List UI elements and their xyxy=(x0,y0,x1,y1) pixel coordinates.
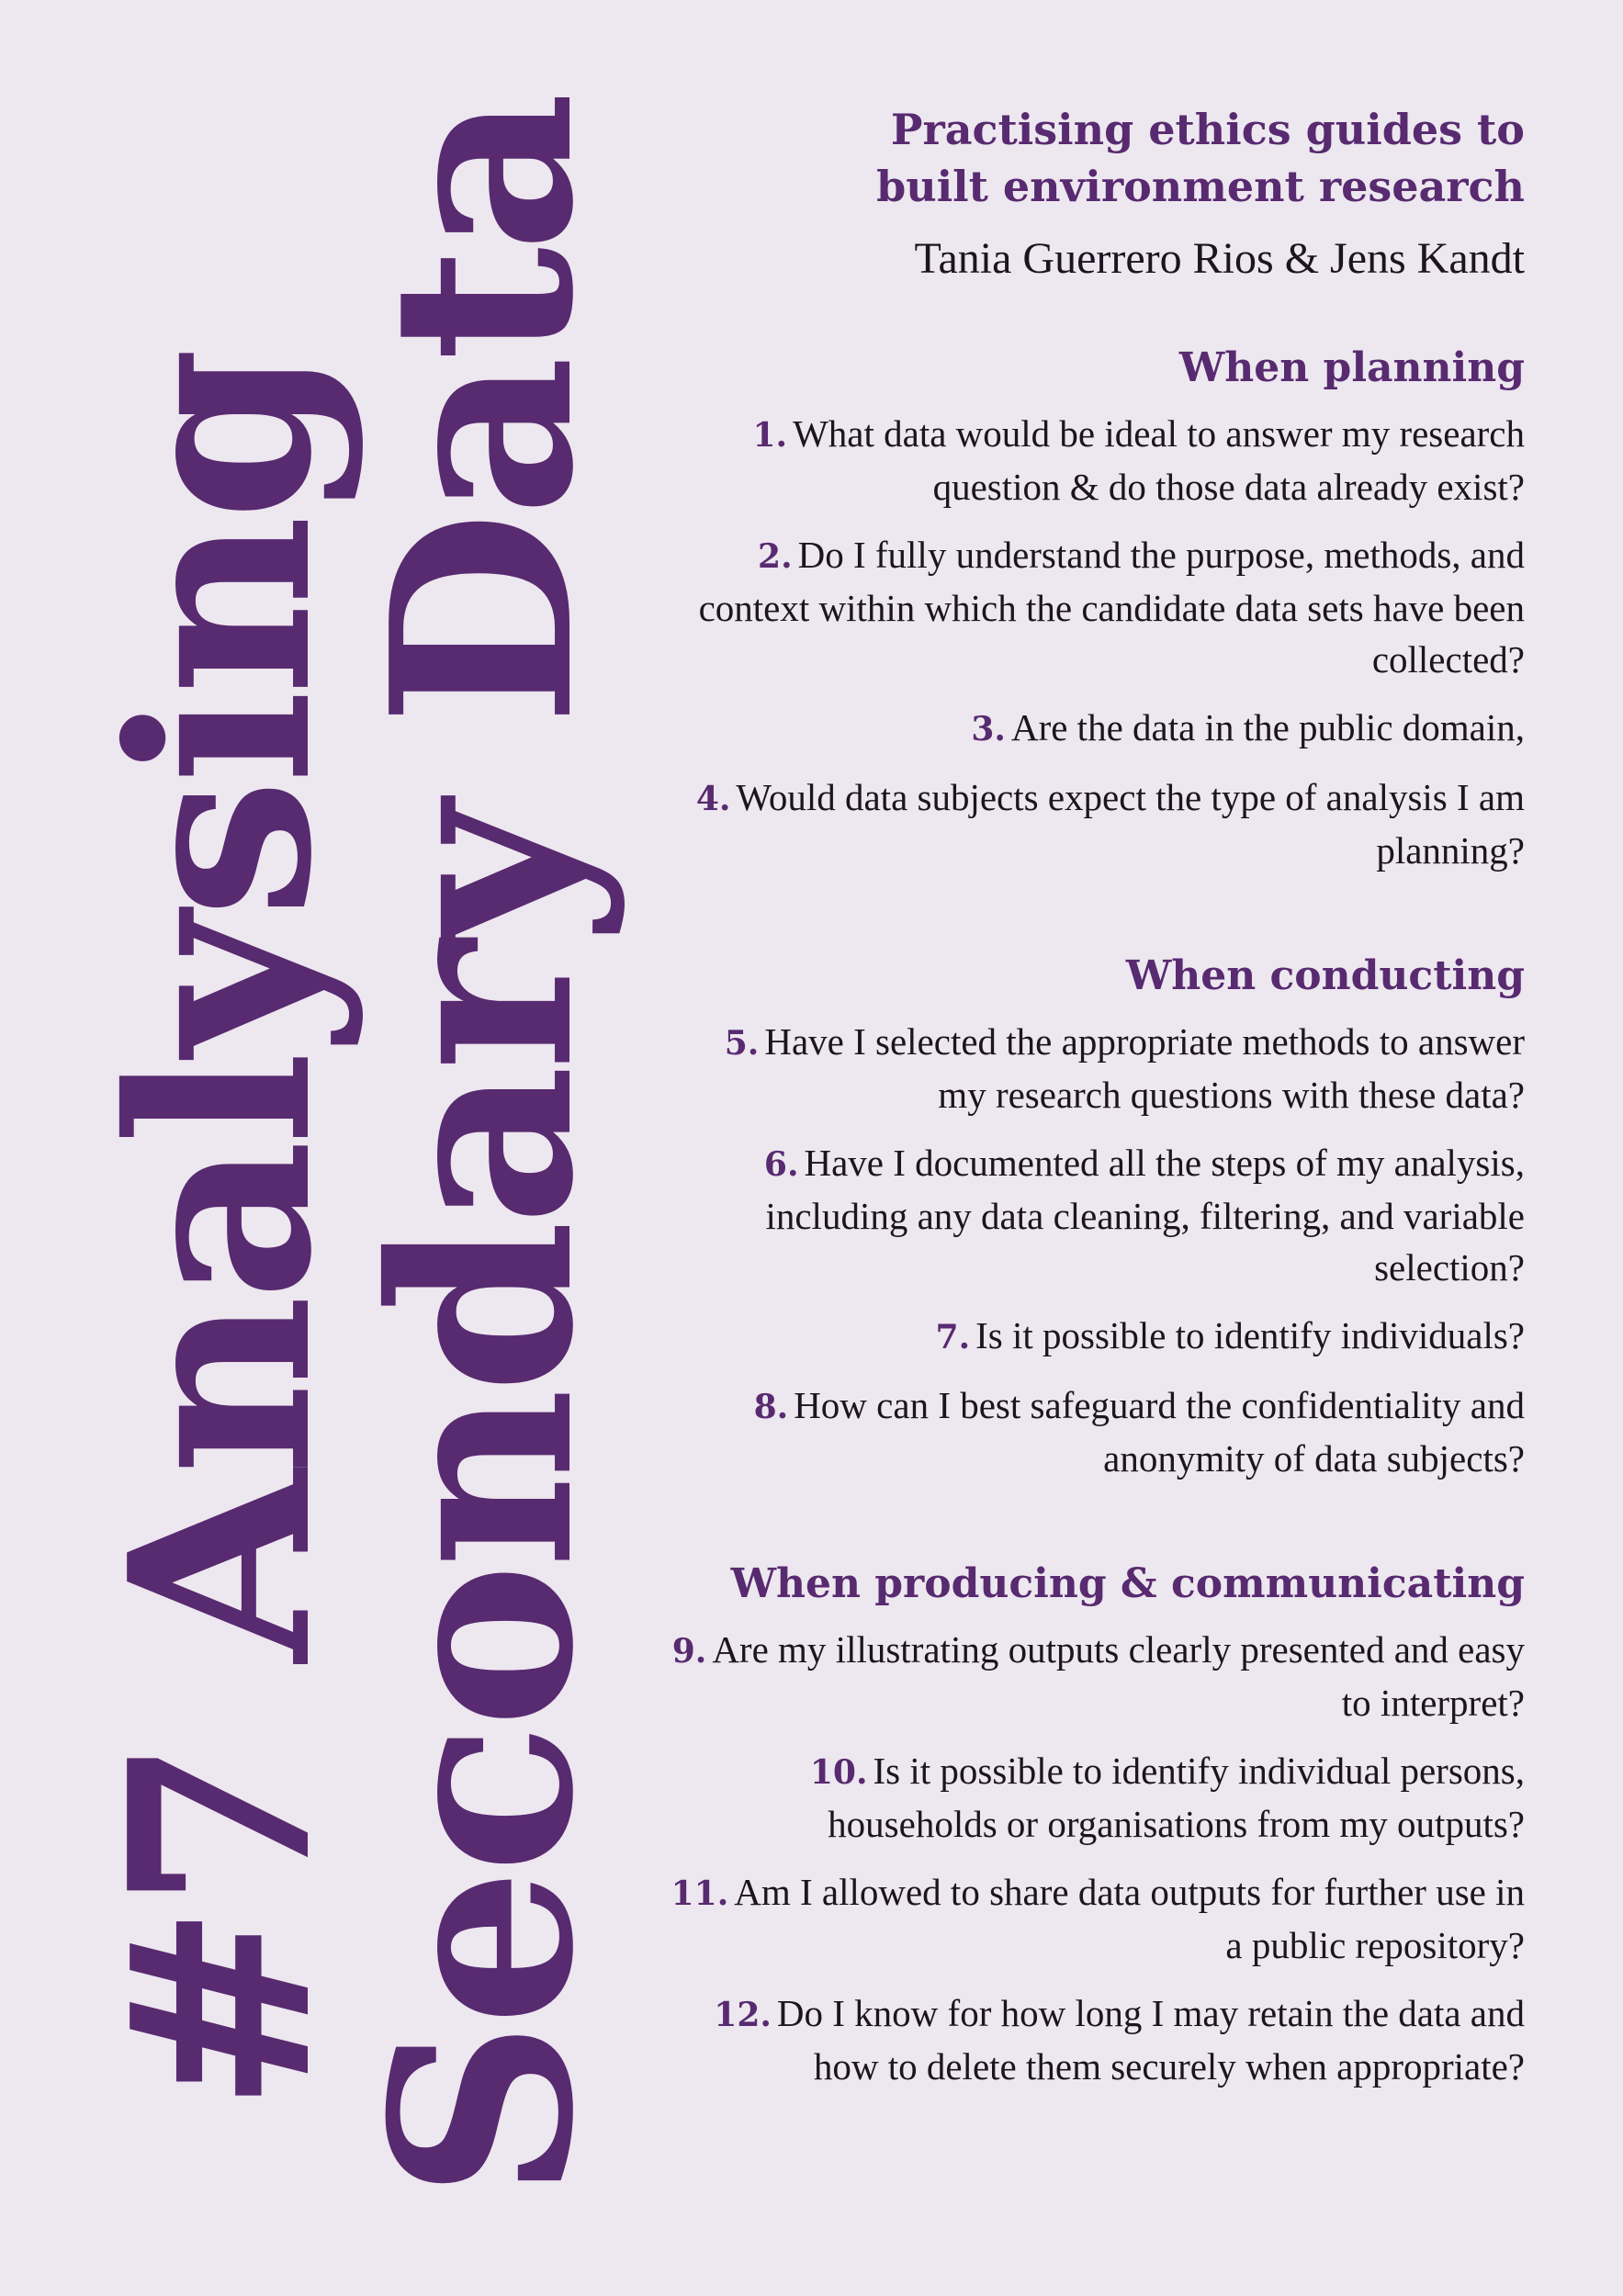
question-text: Is it possible to identify individuals? xyxy=(975,1314,1525,1356)
question-item xyxy=(671,1987,1525,2092)
question-text: How can I best safeguard the confidentiality and anonymity of data subjects? xyxy=(794,1384,1525,1480)
question-text: Have I selected the appropriate methods to answer my research questions with these data? xyxy=(764,1020,1525,1116)
content-column xyxy=(671,101,1525,2109)
question-text: Have I documented all the steps of my analysis, including any data cleaning, filtering, and variable selection? xyxy=(765,1142,1525,1289)
question-item xyxy=(671,771,1525,876)
guide-series-title xyxy=(671,101,1525,215)
section-heading: When conducting xyxy=(1125,952,1525,999)
question-text: What data would be ideal to answer my research question & do those data already exist? xyxy=(793,412,1525,508)
question-text: Are my illustrating outputs clearly presented and easy to interpret? xyxy=(712,1628,1525,1724)
question-item xyxy=(671,1137,1525,1293)
question-text: Am I allowed to share data outputs for further use in a public repository? xyxy=(734,1871,1525,1966)
question-text: Do I fully understand the purpose, methods, and context within which the candidate data sets have been collected? xyxy=(698,534,1525,681)
question-number: 10. xyxy=(809,1753,868,1792)
question-number: 9. xyxy=(671,1632,707,1671)
question-number: 6. xyxy=(763,1145,799,1184)
question-number: 11. xyxy=(671,1874,729,1913)
question-item xyxy=(671,408,1525,512)
question-item xyxy=(671,1745,1525,1850)
question-number: 2. xyxy=(758,537,793,576)
question-text: Would data subjects expect the type of analysis I am planning? xyxy=(736,776,1525,872)
question-number: 7. xyxy=(935,1318,971,1356)
authors: Tania Guerrero Rios & Jens Kandt xyxy=(914,234,1525,283)
question-item xyxy=(671,1866,1525,1971)
guide-series-title-line2: built environment research xyxy=(876,162,1525,211)
title-line-secondary-data: Secondary Data xyxy=(336,96,628,2200)
section-heading: When planning xyxy=(1178,344,1525,391)
title-line-analysing: #7 Analysing xyxy=(74,353,366,2112)
question-number: 5. xyxy=(724,1024,760,1063)
guide-series-title-line1: Practising ethics guides to xyxy=(890,105,1525,154)
question-number: 8. xyxy=(753,1388,789,1426)
question-number: 12. xyxy=(714,1996,772,2034)
section-conducting xyxy=(671,950,1525,1484)
section-planning xyxy=(671,342,1525,876)
question-number: 1. xyxy=(752,416,788,455)
question-number: 3. xyxy=(971,710,1006,748)
question-item xyxy=(671,1624,1525,1728)
question-text: Is it possible to identify individual persons, households or organisations from my outputs? xyxy=(828,1750,1525,1845)
question-number: 4. xyxy=(695,780,731,818)
question-text: Are the data in the public domain, xyxy=(1010,706,1525,748)
vertical-title xyxy=(74,0,628,2200)
question-item xyxy=(671,1310,1525,1363)
question-item xyxy=(671,1379,1525,1484)
question-item xyxy=(671,529,1525,685)
question-text: Do I know for how long I may retain the data and how to delete them securely when appropriate? xyxy=(776,1992,1525,2088)
section-producing-communicating xyxy=(671,1558,1525,2092)
section-heading: When producing & communicating xyxy=(730,1560,1525,1607)
question-item xyxy=(671,1016,1525,1120)
question-item xyxy=(671,702,1525,755)
